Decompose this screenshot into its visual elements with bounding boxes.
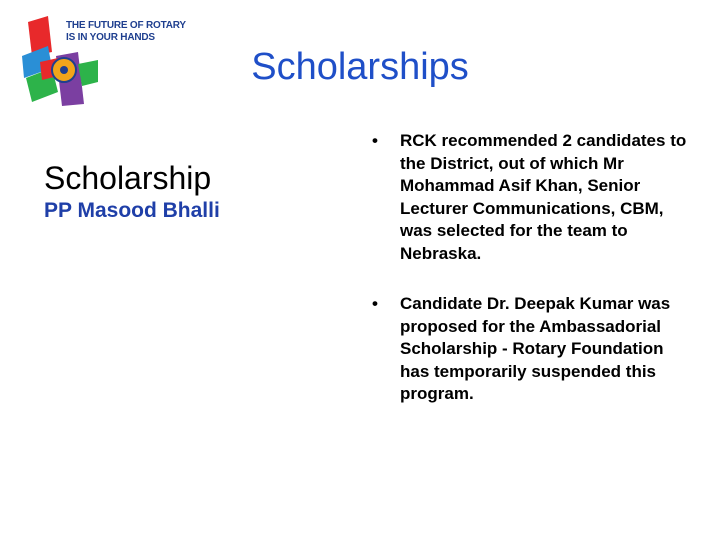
bullet-text: Candidate Dr. Deepak Kumar was proposed for the Ambassadorial Scholarship - Rotary Foundation has temporarily suspended this program.: [400, 294, 671, 403]
subtitle: Scholarship: [44, 160, 212, 196]
slide-title: Scholarships: [251, 46, 469, 88]
author: PP Masood Bhalli: [44, 199, 220, 222]
bullet-list: [372, 130, 692, 434]
left-column: [44, 158, 344, 224]
bullet-marker: •: [372, 131, 378, 150]
bullet-text: RCK recommended 2 candidates to the District, out of which Mr Mohammad Asif Khan, Senior Lecturer Communications, CBM, was selected for the team to Nebraska.: [400, 131, 687, 263]
logo-line-1: THE FUTURE OF ROTARY: [66, 20, 186, 31]
bullet-item: [372, 130, 692, 265]
logo-line-2: IS IN YOUR HANDS: [66, 32, 155, 43]
bullet-marker: •: [372, 294, 378, 313]
bullet-item: [372, 293, 692, 406]
